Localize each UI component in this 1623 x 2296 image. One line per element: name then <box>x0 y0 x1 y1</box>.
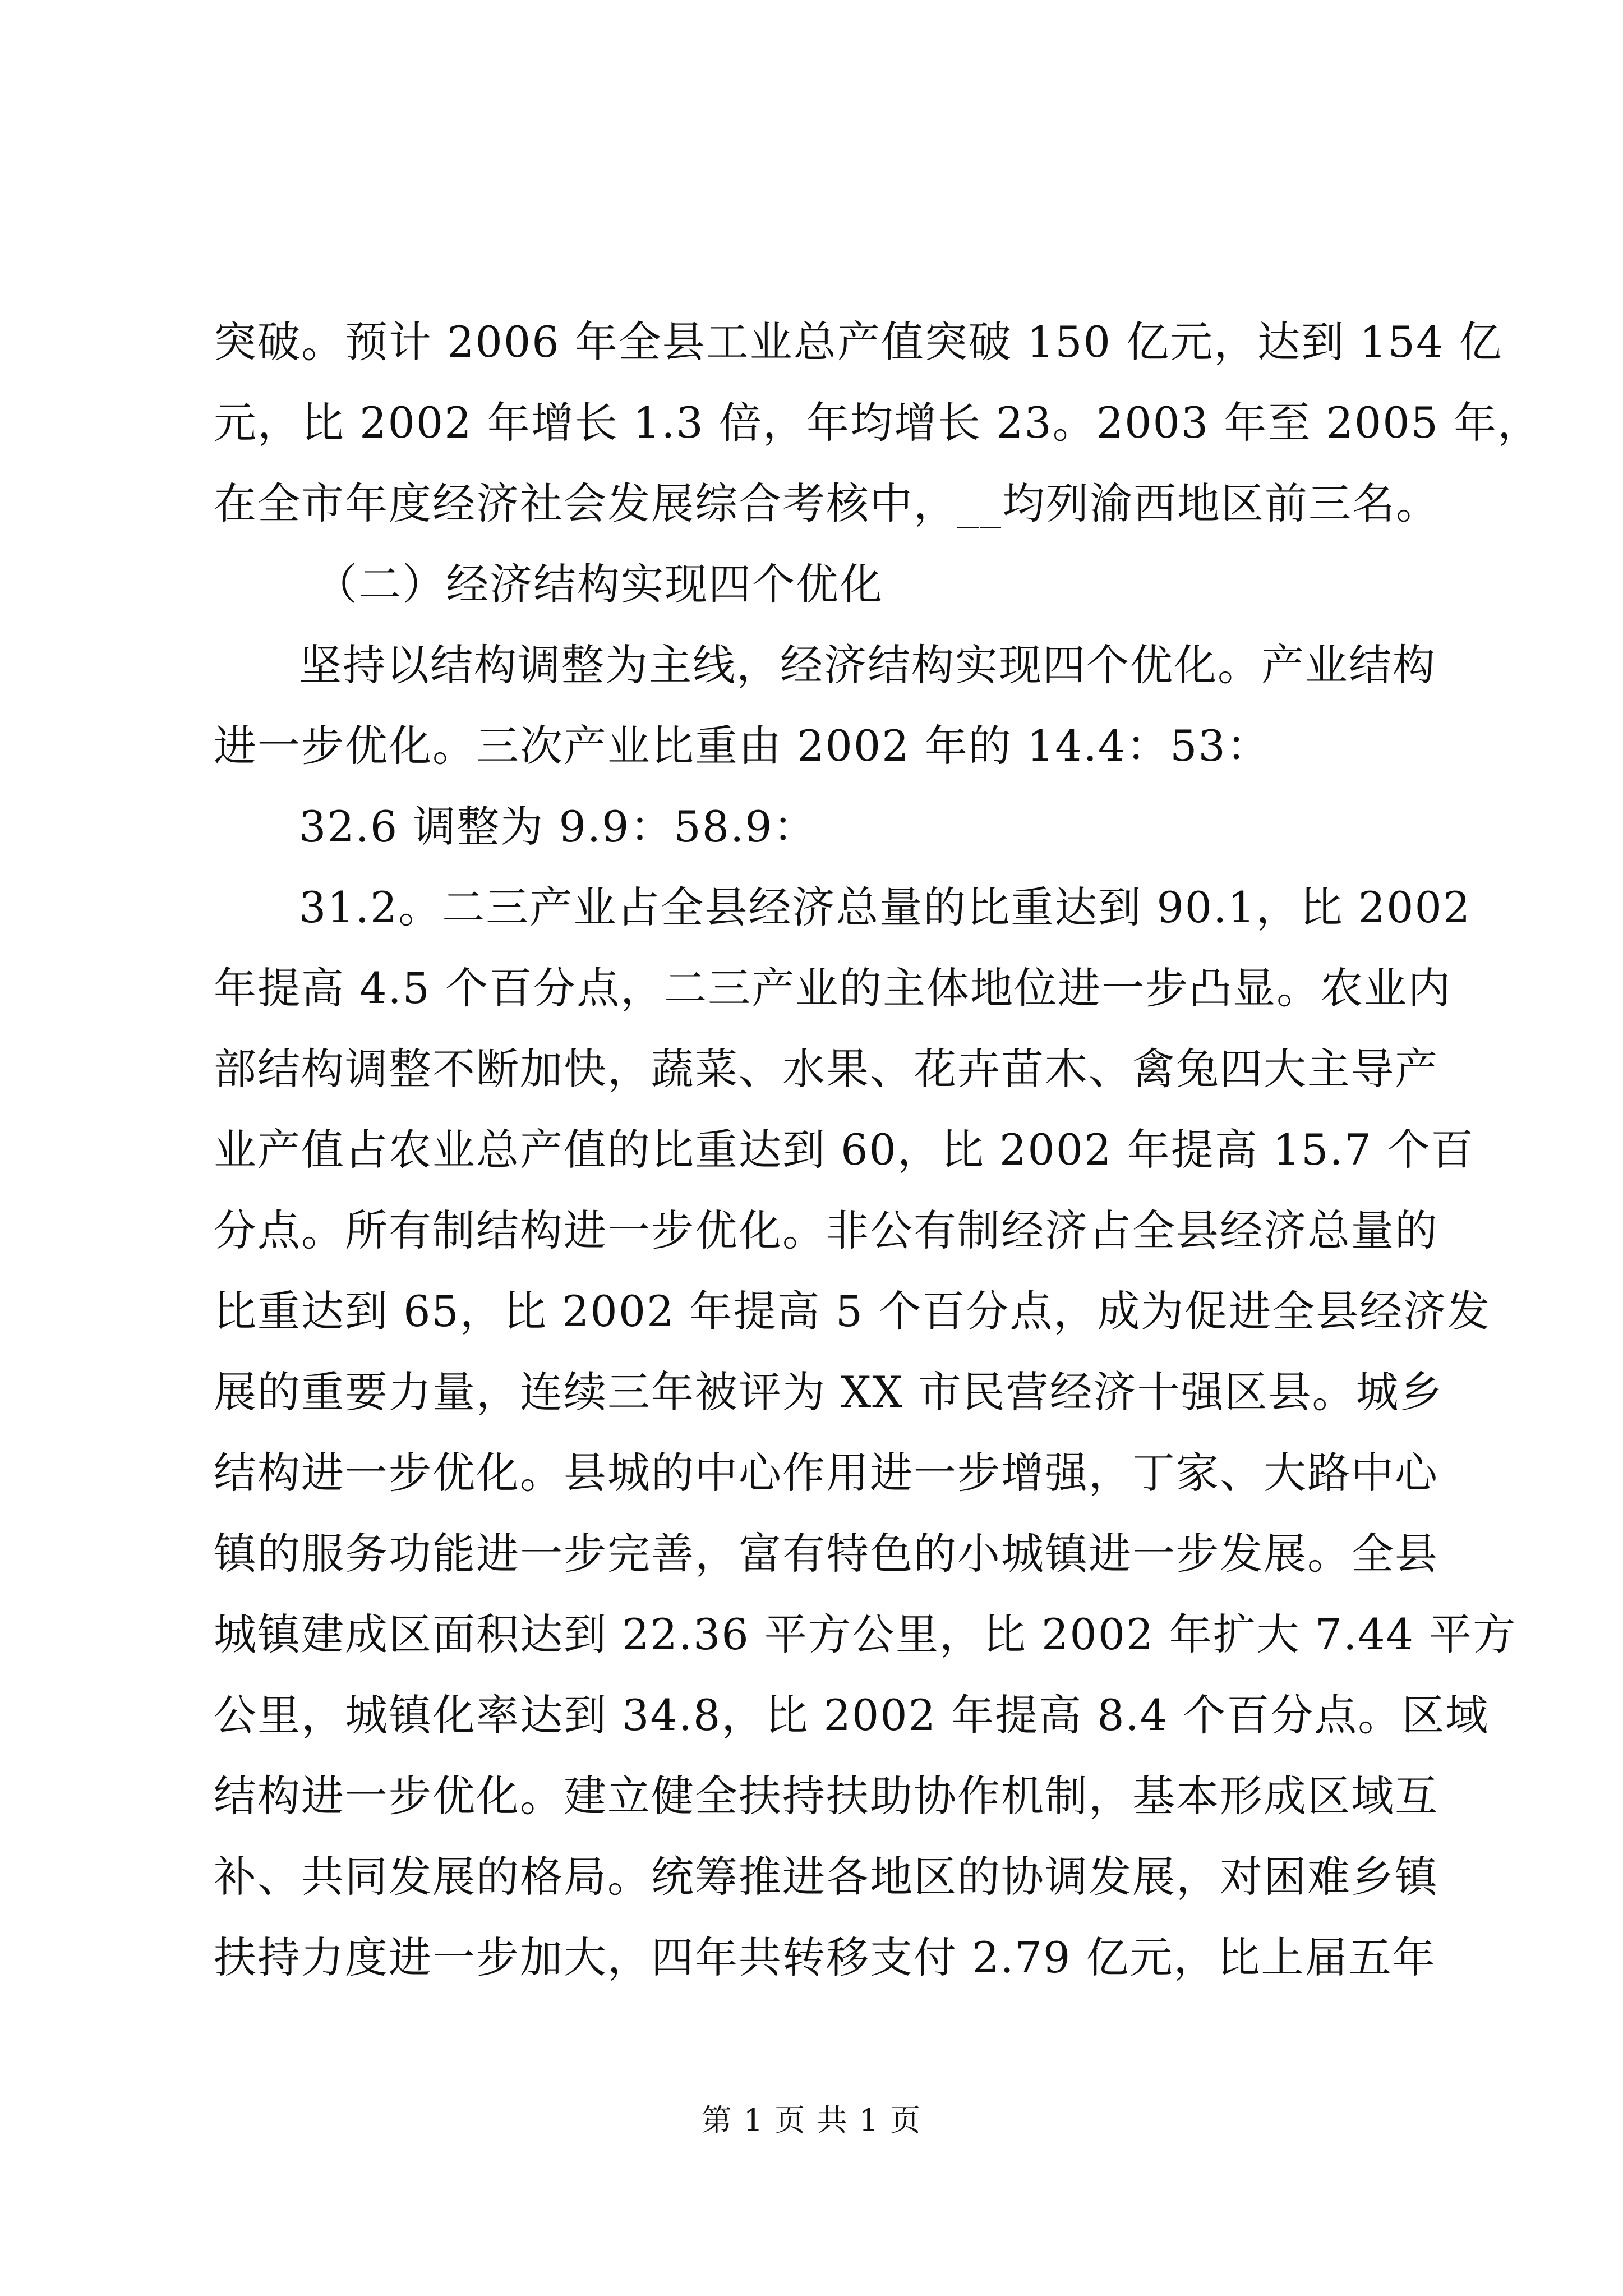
text-line: 补、共同发展的格局。统筹推进各地区的协调发展，对困难乡镇 <box>214 1852 1438 1902</box>
text-line: 进一步优化。三次产业比重由 2002 年的 14.4：53： <box>214 721 1270 771</box>
section-heading: （二）经济结构实现四个优化 <box>315 559 883 609</box>
text-line: 比重达到 65，比 2002 年提高 5 个百分点，成为促进全县经济发 <box>214 1286 1491 1336</box>
text-line: 扶持力度进一步加大，四年共转移支付 2.79 亿元，比上届五年 <box>214 1932 1436 1982</box>
text-line: 展的重要力量，连续三年被评为 XX 市民营经济十强区县。城乡 <box>214 1367 1444 1417</box>
text-line: 业产值占农业总产值的比重达到 60，比 2002 年提高 15.7 个百 <box>214 1125 1475 1175</box>
text-line: 在全市年度经济社会发展综合考核中，__均列渝西地区前三名。 <box>214 478 1440 528</box>
text-line: 32.6 调整为 9.9：58.9： <box>299 802 817 852</box>
text-line: 部结构调整不断加快，蔬菜、水果、花卉苗木、禽兔四大主导产 <box>214 1044 1438 1094</box>
page-footer: 第 1 页 共 1 页 <box>701 2102 922 2138</box>
text-line: 31.2。二三产业占全县经济总量的比重达到 90.1，比 2002 <box>299 882 1472 932</box>
text-line: 结构进一步优化。建立健全扶持扶助协作机制，基本形成区域互 <box>214 1771 1438 1821</box>
text-line: 公里，城镇化率达到 34.8，比 2002 年提高 8.4 个百分点。区域 <box>214 1690 1490 1740</box>
text-line: 坚持以结构调整为主线，经济结构实现四个优化。产业结构 <box>299 640 1436 690</box>
text-line: 分点。所有制结构进一步优化。非公有制经济占全县经济总量的 <box>214 1205 1438 1255</box>
text-line: 元，比 2002 年增长 1.3 倍，年均增长 23。2003 年至 2005 年， <box>214 398 1542 448</box>
text-line: 年提高 4.5 个百分点，二三产业的主体地位进一步凸显。农业内 <box>214 963 1452 1013</box>
document-body <box>214 302 1542 1998</box>
text-line: 镇的服务功能进一步完善，富有特色的小城镇进一步发展。全县 <box>214 1529 1438 1579</box>
text-line: 结构进一步优化。县城的中心作用进一步增强，丁家、大路中心 <box>214 1448 1438 1498</box>
text-line: 城镇建成区面积达到 22.36 平方公里，比 2002 年扩大 7.44 平方 <box>214 1609 1517 1659</box>
text-line: 突破。预计 2006 年全县工业总产值突破 150 亿元，达到 154 亿 <box>214 317 1503 367</box>
